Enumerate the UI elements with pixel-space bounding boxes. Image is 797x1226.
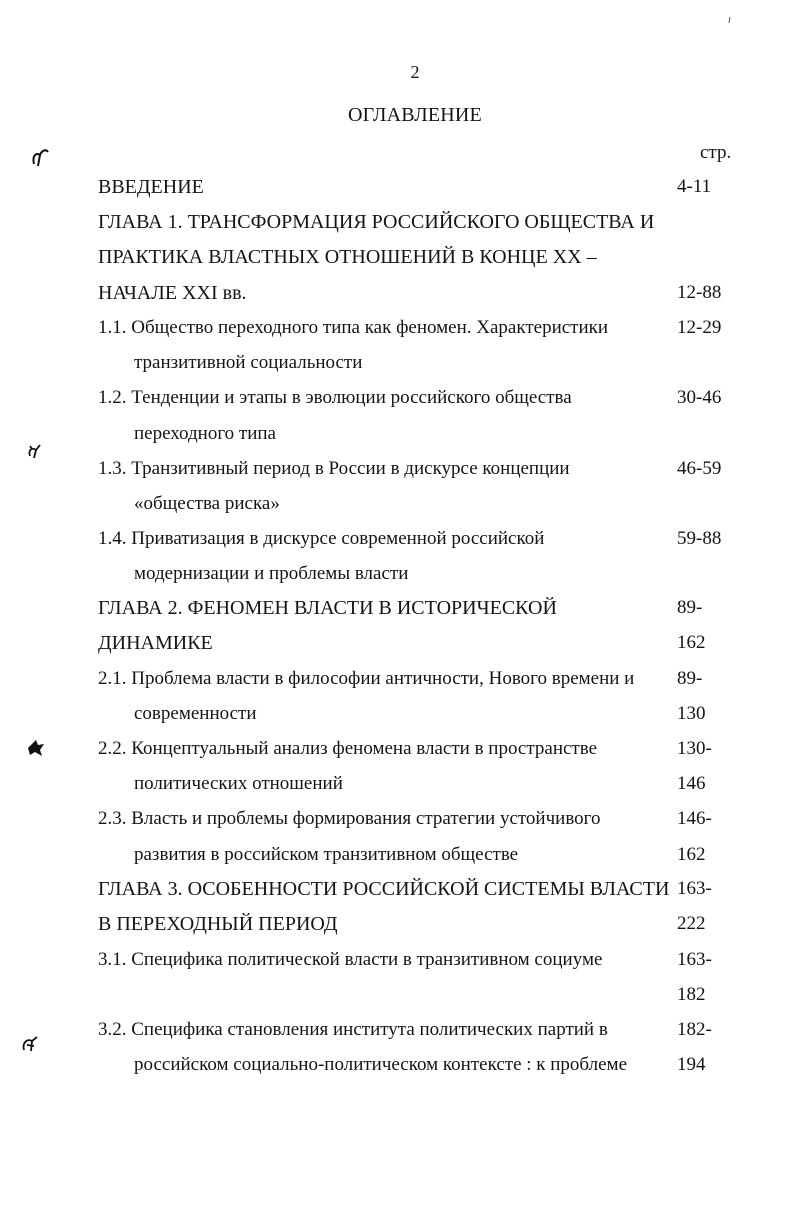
toc-entry-pages: 222 — [677, 913, 706, 934]
toc-entry-title: 1.1. Общество переходного типа как феномен. Характеристики — [98, 317, 609, 338]
toc-entry-title: современности — [134, 703, 257, 724]
toc-entry-title: ВВЕДЕНИЕ — [98, 176, 204, 198]
toc-entry-pages: 163- — [677, 949, 712, 970]
toc-entry-pages: 182 — [677, 984, 706, 1005]
toc-entry-pages: 194 — [677, 1054, 706, 1075]
toc-entry-pages: 4-11 — [677, 176, 712, 197]
toc-entry-title: ГЛАВА 3. ОСОБЕННОСТИ РОССИЙСКОЙ СИСТЕМЫ ВЛАСТИ — [98, 878, 670, 900]
toc-entry-pages: 163- — [677, 878, 712, 899]
toc-entry-title: 1.4. Приватизация в дискурсе современной российской — [98, 528, 545, 549]
toc-entry-title: 1.2. Тенденции и этапы в эволюции российского общества — [98, 387, 572, 408]
toc-entry-pages: 130- — [677, 738, 712, 759]
toc-entry-pages: 162 — [677, 632, 706, 653]
toc-entry-title: 1.3. Транзитивный период в России в дискурсе концепции — [98, 458, 570, 479]
toc-entry-pages: 59-88 — [677, 528, 722, 549]
toc-entry-title: 2.3. Власть и проблемы формирования стратегии устойчивого — [98, 808, 601, 829]
toc-entry-title: транзитивной социальности — [134, 352, 363, 373]
toc-entry-pages: 46-59 — [677, 458, 722, 479]
page-number: 2 — [410, 62, 420, 82]
toc-entry-title: ДИНАМИКЕ — [98, 632, 213, 654]
toc-entry-pages: 30-46 — [677, 387, 722, 408]
toc-entry-title: ГЛАВА 1. ТРАНСФОРМАЦИЯ РОССИЙСКОГО ОБЩЕСТВА И — [98, 211, 655, 233]
toc-entry-title: российском социально-политическом контексте : к проблеме — [134, 1054, 627, 1075]
toc-entry-title: модернизации и проблемы власти — [134, 563, 409, 584]
toc-entry-title: 3.1. Специфика политической власти в транзитивном социуме — [98, 949, 603, 970]
toc-entry-pages: 12-88 — [677, 282, 722, 303]
page-title: ОГЛАВЛЕНИЕ — [348, 104, 482, 126]
binding-hole-mark-icon — [28, 146, 54, 168]
toc-entry-title: развития в российском транзитивном обществе — [134, 844, 519, 865]
toc-entry-title: 2.2. Концептуальный анализ феномена власти в пространстве — [98, 738, 598, 759]
binding-hole-mark-icon — [22, 440, 48, 462]
toc-entry-title: ПРАКТИКА ВЛАСТНЫХ ОТНОШЕНИЙ В КОНЦЕ XX – — [98, 246, 597, 268]
toc-entry-title: «общества риска» — [134, 493, 280, 514]
toc-entry-pages: 89- — [677, 597, 703, 618]
toc-entry-title: В ПЕРЕХОДНЫЙ ПЕРИОД — [98, 913, 338, 935]
toc-entry-pages: 162 — [677, 844, 706, 865]
toc-entry-pages: 146- — [677, 808, 712, 829]
toc-entry-pages: 12-29 — [677, 317, 722, 338]
toc-entry-title: ГЛАВА 2. ФЕНОМЕН ВЛАСТИ В ИСТОРИЧЕСКОЙ — [98, 597, 557, 619]
toc-entry-pages: 130 — [677, 703, 706, 724]
toc-entry-title: 3.2. Специфика становления института политических партий в — [98, 1019, 608, 1040]
toc-entry-pages: 89- — [677, 668, 703, 689]
toc-entry-title: переходного типа — [134, 423, 276, 444]
toc-entry-title: 2.1. Проблема власти в философии античности, Нового времени и — [98, 668, 635, 689]
toc-entry-pages: 182- — [677, 1019, 712, 1040]
binding-hole-mark-icon — [18, 1032, 44, 1054]
toc-entry-title: политических отношений — [134, 773, 343, 794]
toc-entry-title: НАЧАЛЕ XXI вв. — [98, 282, 247, 304]
scan-speck — [728, 10, 731, 16]
binding-hole-mark-icon — [24, 736, 50, 758]
page-column-label: стр. — [700, 142, 732, 163]
toc-entry-pages: 146 — [677, 773, 706, 794]
